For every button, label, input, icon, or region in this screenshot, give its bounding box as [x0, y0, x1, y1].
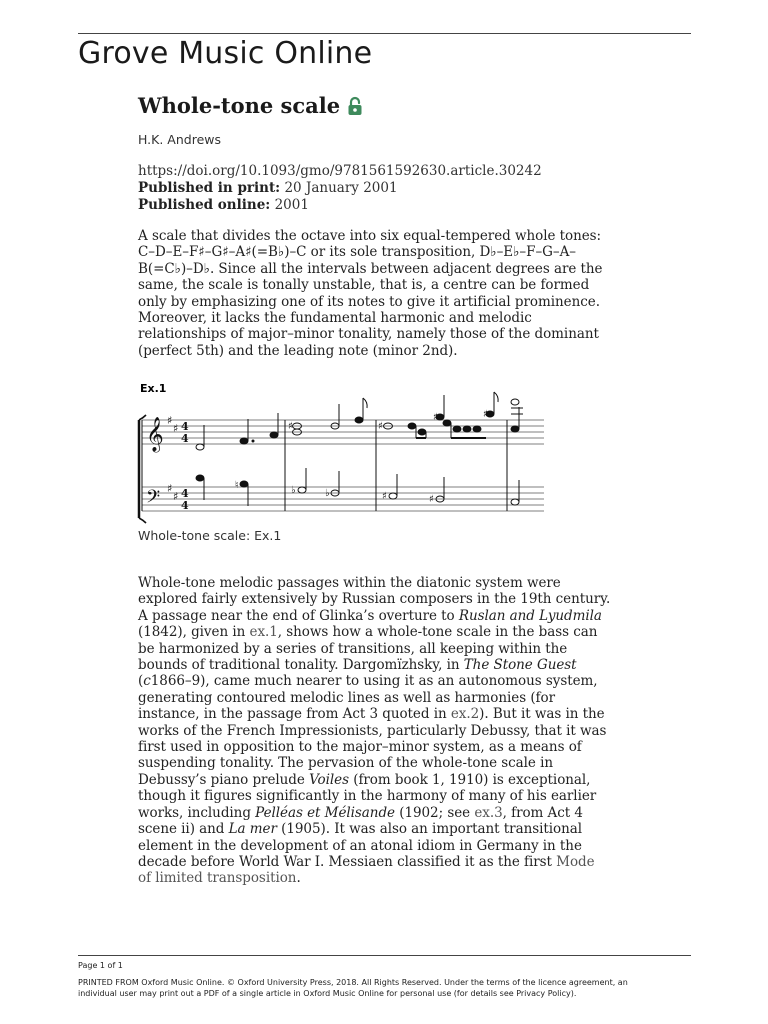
bass-clef-icon: 𝄢: [146, 487, 161, 512]
print-date: 20 January 2001: [284, 180, 398, 196]
bass-accidentals: [235, 480, 434, 505]
body-paragraph: Whole-tone melodic passages within the diatonic system were explored fairly extensively by Russian composers in the 19th century. A passage near the end of Glinka’s overture to Ruslan and Lyudmila (1842), given in ex.1, shows how a whole-tone scale in the bass can be harmonized by a series of transitions, all keeping within the bounds of traditional tonality. Dargomïzhsky, in The Stone Guest (c1866–9), came much nearer to using it as an autonomous system, generating contoured melodic lines as well as harmonies (for instance, in the passage from Act 3 quoted in ex.2). But it was in the works of the French Impressionists, particularly Debussy, that it was first used in opposition to the major–minor system, as a means of suspending tonality. The pervasion of the whole-tone scale in Debussy’s piano prelude Voiles (from book 1, 1910) is exceptional, though it figures significantly in the harmony of many of his earlier works, including Pelléas et Mélisande (1902; see ex.3, from Act 4 scene ii) and La mer (1905). It was also an important transitional element in the development of an atonal idiom in Germany in the decade before World War I. Messiaen classified it as the first Mode of limited transposition.: [138, 575, 611, 887]
time-signature: [181, 420, 189, 512]
svg-text:4: 4: [181, 432, 189, 445]
intro-paragraph: [138, 228, 638, 359]
intro-line: (perfect 5th) and the leading note (minor 2nd).: [138, 342, 458, 359]
svg-text:♭: ♭: [291, 485, 296, 496]
site-title: Grove Music Online: [78, 36, 373, 71]
example-label: Ex.1: [140, 382, 167, 395]
publication-meta: [138, 163, 638, 214]
svg-text:♯: ♯: [167, 414, 173, 427]
ex3-link[interactable]: ex.3: [474, 804, 503, 821]
page-number: Page 1 of 1: [78, 961, 123, 970]
published-online: [138, 197, 638, 214]
music-example-ex1: [134, 380, 554, 528]
intro-line: same, the scale is tonally unstable, that is, a centre can be formed: [138, 277, 590, 294]
treble-clef-icon: 𝄞: [146, 417, 164, 452]
intro-line: only by emphasizing one of its notes to give it artificial prominence.: [138, 293, 600, 310]
bottom-divider: [78, 955, 691, 956]
ex2-link[interactable]: ex.2: [450, 706, 480, 723]
online-label: Published online:: [138, 197, 271, 213]
treble-notes: [196, 392, 523, 450]
ex1-link[interactable]: ex.1: [249, 624, 278, 641]
article-title: [138, 90, 638, 122]
svg-text:♯: ♯: [429, 494, 434, 505]
article-header: [138, 90, 638, 359]
top-divider: [78, 33, 691, 34]
open-lock-icon: [347, 96, 363, 116]
mode-link[interactable]: Mode: [556, 853, 595, 870]
svg-text:4: 4: [181, 487, 189, 500]
article-title-text: Whole-tone scale: [138, 93, 341, 118]
svg-text:♯: ♯: [433, 412, 438, 423]
svg-text:♯: ♯: [167, 482, 173, 495]
treble-staff: [142, 420, 544, 444]
intro-line: Moreover, it lacks the fundamental harmonic and melodic: [138, 310, 532, 327]
limited-transposition-link[interactable]: of limited transposition: [138, 870, 297, 887]
svg-text:♯: ♯: [483, 409, 488, 420]
svg-text:♯: ♯: [173, 422, 179, 435]
intro-line: relationships of major–minor tonality, namely those of the dominant: [138, 326, 599, 343]
svg-text:♭: ♭: [325, 488, 330, 499]
svg-text:♮: ♮: [235, 480, 239, 491]
intro-line: B(=C♭)–D♭. Since all the intervals between adjacent degrees are the: [138, 260, 603, 277]
print-label: Published in print:: [138, 180, 281, 196]
author: H.K. Andrews: [138, 132, 221, 147]
svg-text:♯: ♯: [378, 421, 383, 432]
online-date: 2001: [274, 197, 309, 213]
svg-text:♯: ♯: [288, 421, 293, 432]
bass-staff: [142, 487, 544, 511]
svg-text:♯: ♯: [382, 491, 387, 502]
key-signature: [167, 414, 178, 503]
intro-line: A scale that divides the octave into six equal-tempered whole tones:: [138, 228, 602, 244]
svg-text:4: 4: [181, 499, 189, 512]
published-in-print: [138, 180, 638, 197]
svg-text:4: 4: [181, 420, 189, 433]
svg-text:♯: ♯: [173, 490, 179, 503]
intro-line: C–D–E–F♯–G♯–A♯(=B♭)–C or its sole transposition, D♭–E♭–F–G–A–: [138, 244, 576, 261]
figure-caption: Whole-tone scale: Ex.1: [138, 528, 282, 543]
footer-notice: PRINTED FROM Oxford Music Online. © Oxford University Press, 2018. All Rights Reserved. Under the terms of the licence agreement, an individual user may print out a PDF of a single article in Oxford Music Online for personal use (for details see Privacy Policy).: [78, 978, 628, 998]
doi-link[interactable]: https://doi.org/10.1093/gmo/9781561592630.article.30242: [138, 163, 542, 179]
